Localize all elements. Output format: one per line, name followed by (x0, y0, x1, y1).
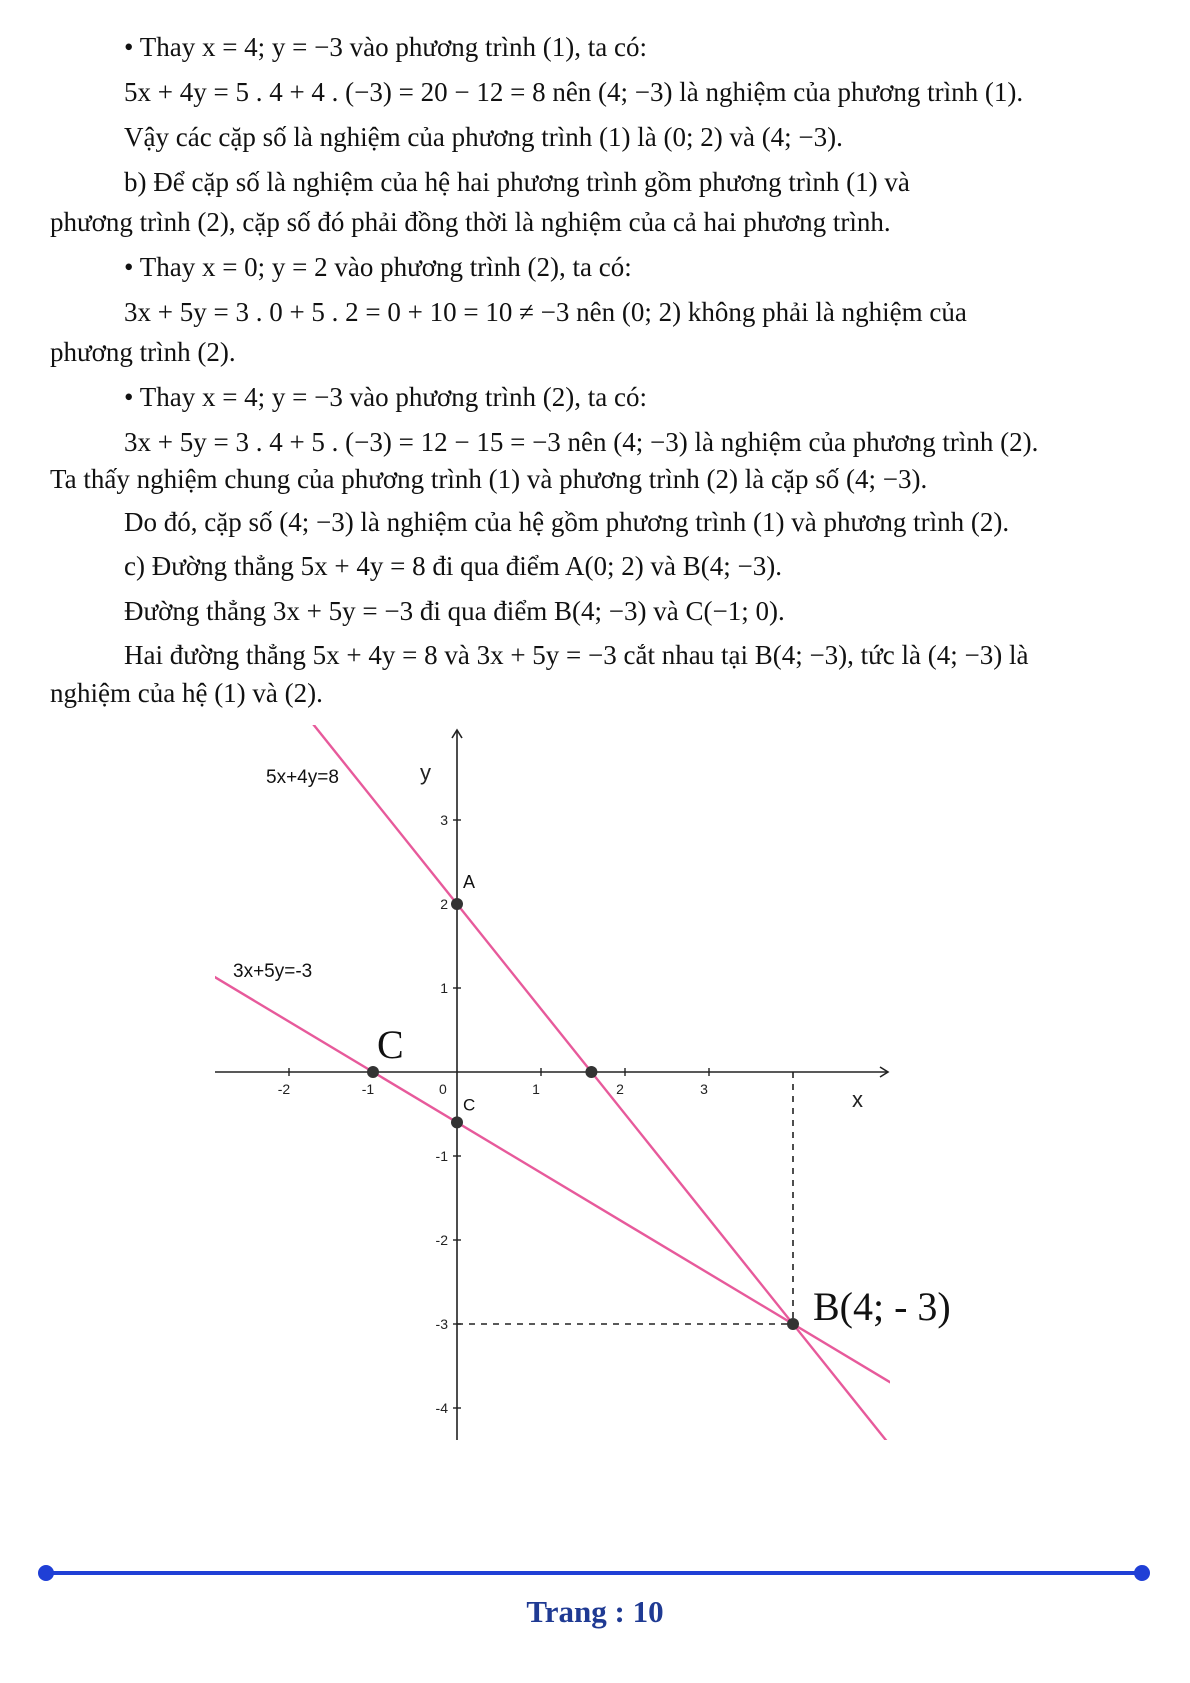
text-line-6: • Thay x = 0; y = 2 vào phương trình (2), ta có: (124, 252, 632, 282)
y-tick-label: -2 (435, 1232, 448, 1248)
text-line-2: 5x + 4y = 5 . 4 + 4 . (−3) = 20 − 12 = 8 nên (4; −3) là nghiệm của phương trình (1). (124, 77, 1024, 107)
text-line-1: • Thay x = 4; y = −3 vào phương trình (1), ta có: (124, 32, 647, 62)
y-tick-label: 2 (440, 896, 448, 912)
text-line-14: Đường thẳng 3x + 5y = −3 đi qua điểm B(4; −3) và C(−1; 0). (124, 596, 785, 626)
x-tick-label: 2 (616, 1081, 624, 1097)
page-number: Trang : 10 (526, 1594, 664, 1629)
x-axis-label: x (852, 1087, 863, 1112)
point-c-label-large: C (377, 1022, 404, 1067)
text-line-12: Do đó, cặp số (4; −3) là nghiệm của hệ gồm phương trình (1) và phương trình (2). (124, 507, 1010, 537)
text-line-16: nghiệm của hệ (1) và (2). (50, 678, 323, 708)
x-tick-label: 3 (700, 1081, 708, 1097)
point-b-label: B(4; - 3) (813, 1284, 951, 1329)
x-tick-label: -1 (361, 1081, 375, 1097)
y-tick-label: -4 (435, 1400, 448, 1416)
line1-label: 5x+4y=8 (266, 767, 339, 788)
text-line-8: phương trình (2). (50, 337, 236, 367)
y-tick-label: -3 (435, 1316, 448, 1332)
text-line-13: c) Đường thẳng 5x + 4y = 8 đi qua điểm A(0; 2) và B(4; −3). (124, 551, 782, 581)
line2-label: 3x+5y=-3 (233, 961, 313, 982)
axes (215, 730, 888, 1440)
text-line-7: 3x + 5y = 3 . 0 + 5 . 2 = 0 + 10 = 10 ≠ −3 nên (0; 2) không phải là nghiệm của (124, 297, 967, 327)
origin-label: 0 (439, 1081, 447, 1097)
text-line-9: • Thay x = 4; y = −3 vào phương trình (2), ta có: (124, 382, 647, 412)
text-line-15: Hai đường thẳng 5x + 4y = 8 và 3x + 5y = −3 cắt nhau tại B(4; −3), tức là (4; −3) là (124, 640, 1029, 670)
point-a-label: A (463, 872, 476, 892)
text-line-10: 3x + 5y = 3 . 4 + 5 . (−3) = 12 − 15 = −3 nên (4; −3) là nghiệm của phương trình (2). (124, 427, 1039, 457)
line-5x-4y-8 (188, 568, 894, 1450)
point-y-intercept (451, 1116, 463, 1128)
y-tick-label: 1 (440, 980, 448, 996)
text-line-5: phương trình (2), cặp số đó phải đồng thời là nghiệm của cả hai phương trình. (50, 207, 891, 237)
point-c (367, 1066, 379, 1078)
text-line-4: b) Để cặp số là nghiệm của hệ hai phương trình gồm phương trình (1) và (124, 167, 910, 197)
point-x-intercept (585, 1066, 597, 1078)
point-a (451, 898, 463, 910)
x-tick-label: 1 (532, 1081, 540, 1097)
point-c-label-small: C (463, 1095, 476, 1115)
text-line-11: Ta thấy nghiệm chung của phương trình (1) và phương trình (2) là cặp số (4; −3). (50, 464, 928, 494)
text-line-3: Vậy các cặp số là nghiệm của phương trình (1) là (0; 2) và (4; −3). (124, 122, 843, 152)
y-tick-label: 3 (440, 812, 448, 828)
y-tick-label: -1 (435, 1148, 448, 1164)
y-axis-label: y (420, 760, 431, 785)
footer-rule (38, 1563, 1150, 1583)
point-b (787, 1318, 799, 1330)
x-tick-label: -2 (277, 1081, 291, 1097)
